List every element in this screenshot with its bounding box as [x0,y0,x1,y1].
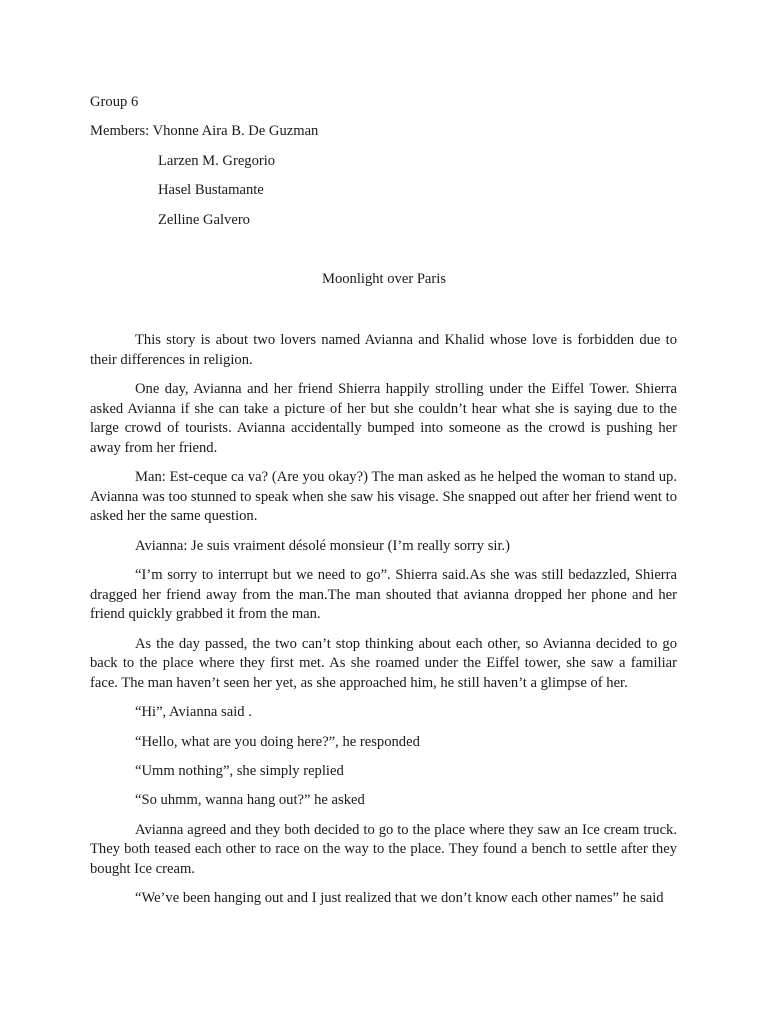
paragraph: One day, Avianna and her friend Shierra happily strolling under the Eiffel Tower. Shierra asked Avianna if she can take a picture of her but she couldn’t hear what she is saying due to the large crowd of tourists. Avianna accidentally bumped into someone as the crowd is pushing her away from her friend. [90,380,677,456]
member-name: Larzen M. Gregorio [158,153,276,169]
members-line [90,122,318,142]
paragraph: “Hello, what are you doing here?”, he responded [135,733,420,750]
story-body [90,331,677,909]
members-label: Members: [90,123,150,139]
paragraph: Avianna: Je suis vraiment désolé monsieur (I’m really sorry sir.) [135,537,511,554]
paragraph: As the day passed, the two can’t stop thinking about each other, so Avianna decided to go back to the place where they first met. As she roamed under the Eiffel tower, she saw a familiar face. The man haven’t seen her yet, as she approached him, he still haven’t a glimpse of her. [90,635,677,691]
story-title: Moonlight over Paris [321,271,447,287]
paragraph: This story is about two lovers named Avianna and Khalid whose love is forbidden due to their differences in religion. [90,332,677,368]
paragraph: “So uhmm, wanna hang out?” he asked [135,792,365,809]
paragraph: “We’ve been hanging out and I just realized that we don’t know each other names” he said [135,890,664,907]
paragraph: “Hi”, Avianna said . [135,704,252,721]
member-name: Zelline Galvero [158,212,250,228]
group-heading: Group 6 [90,94,139,110]
member-name: Hasel Bustamante [158,182,264,198]
paragraph: Man: Est-ceque ca va? (Are you okay?) The man asked as he helped the woman to stand up. Avianna was too stunned to speak when she saw his visage. She snapped out after her friend went to asked her the same question. [90,469,677,525]
paragraph: Avianna agreed and they both decided to go to the place where they saw an Ice cream truck. They both teased each other to race on the way to the place. They found a bench to settle after they bought Ice cream. [90,821,677,878]
member-name: Vhonne Aira B. De Guzman [152,123,319,139]
paragraph: “I’m sorry to interrupt but we need to go”. Shierra said.As she was still bedazzled, Shierra dragged her friend away from the man.The man shouted that avianna dropped her phone and her friend quickly grabbed it from the man. [90,567,677,623]
paragraph: “Umm nothing”, she simply replied [135,763,344,780]
